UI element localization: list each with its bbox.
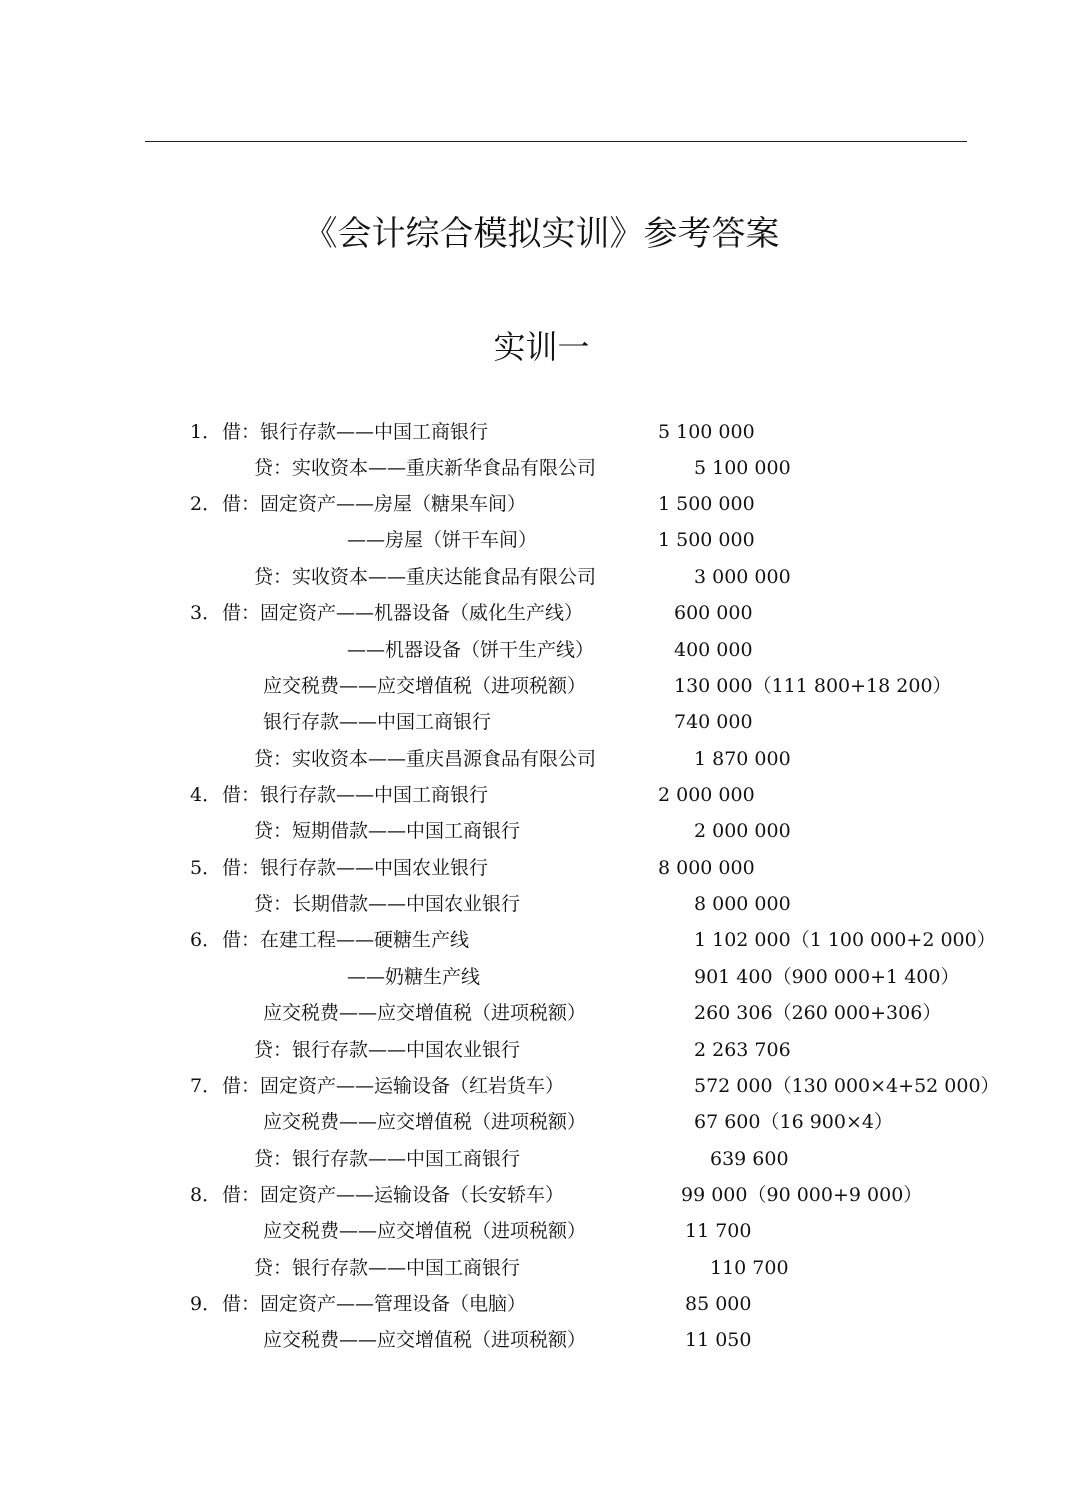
entry-line bbox=[0, 1180, 1083, 1210]
entry-account: 借：固定资产——运输设备（红岩货车） bbox=[222, 1075, 565, 1097]
entry-amount: 67 600（16 900×4） bbox=[694, 1111, 893, 1133]
entry-amount: 8 000 000 bbox=[658, 857, 755, 879]
entry-amount: 2 000 000 bbox=[694, 820, 791, 842]
entry-account: 贷：银行存款——中国农业银行 bbox=[254, 1039, 521, 1061]
entry-line bbox=[0, 816, 1083, 846]
entry-line bbox=[0, 1253, 1083, 1283]
entry-amount: 740 000 bbox=[674, 711, 753, 733]
section-heading: 实训一 bbox=[493, 328, 590, 366]
entry-account: 应交税费——应交增值税（进项税额） bbox=[263, 1220, 587, 1242]
entry-amount: 1 870 000 bbox=[694, 748, 791, 770]
entry-account: 贷：长期借款——中国农业银行 bbox=[254, 893, 521, 915]
entry-line bbox=[0, 998, 1083, 1028]
entry-number: 3． bbox=[190, 602, 222, 624]
entry-amount: 2 000 000 bbox=[658, 784, 755, 806]
entry-account: 应交税费——应交增值税（进项税额） bbox=[263, 1111, 587, 1133]
entry-number: 5． bbox=[190, 857, 222, 879]
entry-amount: 11 050 bbox=[685, 1329, 752, 1351]
entry-account: 借：银行存款——中国工商银行 bbox=[222, 784, 489, 806]
entry-amount: 572 000（130 000×4+52 000） bbox=[694, 1075, 1000, 1097]
entry-line bbox=[0, 889, 1083, 919]
entry-amount: 5 100 000 bbox=[694, 457, 791, 479]
entry-number: 6． bbox=[190, 929, 222, 951]
entry-amount: 85 000 bbox=[685, 1293, 752, 1315]
entry-account: 贷：银行存款——中国工商银行 bbox=[254, 1148, 521, 1170]
entry-account: ——机器设备（饼干生产线） bbox=[347, 639, 595, 661]
entry-number: 2． bbox=[190, 493, 222, 515]
entry-amount: 8 000 000 bbox=[694, 893, 791, 915]
entry-account: 借：固定资产——房屋（糖果车间） bbox=[222, 493, 527, 515]
entry-account: 贷：实收资本——重庆新华食品有限公司 bbox=[254, 457, 597, 479]
entry-line bbox=[0, 525, 1083, 555]
entry-amount: 600 000 bbox=[674, 602, 753, 624]
entry-line bbox=[0, 635, 1083, 665]
entry-number: 9． bbox=[190, 1293, 222, 1315]
entry-account: 借：固定资产——运输设备（长安轿车） bbox=[222, 1184, 565, 1206]
entry-account: 借：固定资产——机器设备（威化生产线） bbox=[222, 602, 584, 624]
entry-line bbox=[0, 1289, 1083, 1319]
entry-number: 8． bbox=[190, 1184, 222, 1206]
entry-line bbox=[0, 780, 1083, 810]
entry-account: 银行存款——中国工商银行 bbox=[263, 711, 492, 733]
entry-amount: 1 500 000 bbox=[658, 493, 755, 515]
entry-account: 贷：实收资本——重庆达能食品有限公司 bbox=[254, 566, 597, 588]
entry-amount: 110 700 bbox=[710, 1257, 789, 1279]
entry-line bbox=[0, 417, 1083, 447]
entry-amount: 260 306（260 000+306） bbox=[694, 1002, 942, 1024]
entry-line bbox=[0, 925, 1083, 955]
entry-line bbox=[0, 453, 1083, 483]
entry-account: ——房屋（饼干车间） bbox=[347, 529, 538, 551]
entry-amount: 1 102 000（1 100 000+2 000） bbox=[694, 929, 996, 951]
entry-account: 借：银行存款——中国农业银行 bbox=[222, 857, 489, 879]
entry-account: 应交税费——应交增值税（进项税额） bbox=[263, 675, 587, 697]
entry-amount: 130 000（111 800+18 200） bbox=[674, 675, 952, 697]
document-title: 《会计综合模拟实训》参考答案 bbox=[303, 214, 780, 254]
entry-account: 应交税费——应交增值税（进项税额） bbox=[263, 1329, 587, 1351]
entry-account: 借：固定资产——管理设备（电脑） bbox=[222, 1293, 527, 1315]
entry-line bbox=[0, 707, 1083, 737]
entry-number: 1． bbox=[190, 421, 222, 443]
entry-line bbox=[0, 1035, 1083, 1065]
entry-account: ——奶糖生产线 bbox=[347, 966, 481, 988]
entry-line bbox=[0, 1144, 1083, 1174]
entry-amount: 5 100 000 bbox=[658, 421, 755, 443]
entry-line bbox=[0, 671, 1083, 701]
entry-line bbox=[0, 1107, 1083, 1137]
entry-line bbox=[0, 1216, 1083, 1246]
entry-amount: 1 500 000 bbox=[658, 529, 755, 551]
entry-account: 贷：短期借款——中国工商银行 bbox=[254, 820, 521, 842]
entry-line bbox=[0, 1071, 1083, 1101]
entry-account: 借：银行存款——中国工商银行 bbox=[222, 421, 489, 443]
entry-account: 应交税费——应交增值税（进项税额） bbox=[263, 1002, 587, 1024]
entry-line bbox=[0, 562, 1083, 592]
entry-amount: 99 000（90 000+9 000） bbox=[681, 1184, 923, 1206]
entry-amount: 3 000 000 bbox=[694, 566, 791, 588]
entry-line bbox=[0, 962, 1083, 992]
entry-amount: 901 400（900 000+1 400） bbox=[694, 966, 960, 988]
entry-line bbox=[0, 744, 1083, 774]
entry-amount: 400 000 bbox=[674, 639, 753, 661]
entry-account: 贷：银行存款——中国工商银行 bbox=[254, 1257, 521, 1279]
entry-account: 贷：实收资本——重庆昌源食品有限公司 bbox=[254, 748, 597, 770]
entry-line bbox=[0, 1325, 1083, 1355]
entry-amount: 2 263 706 bbox=[694, 1039, 791, 1061]
entry-number: 4． bbox=[190, 784, 222, 806]
entry-number: 7． bbox=[190, 1075, 222, 1097]
entry-line bbox=[0, 853, 1083, 883]
entry-amount: 639 600 bbox=[710, 1148, 789, 1170]
entry-line bbox=[0, 598, 1083, 628]
entry-amount: 11 700 bbox=[685, 1220, 752, 1242]
entry-line bbox=[0, 489, 1083, 519]
entry-account: 借：在建工程——硬糖生产线 bbox=[222, 929, 470, 951]
